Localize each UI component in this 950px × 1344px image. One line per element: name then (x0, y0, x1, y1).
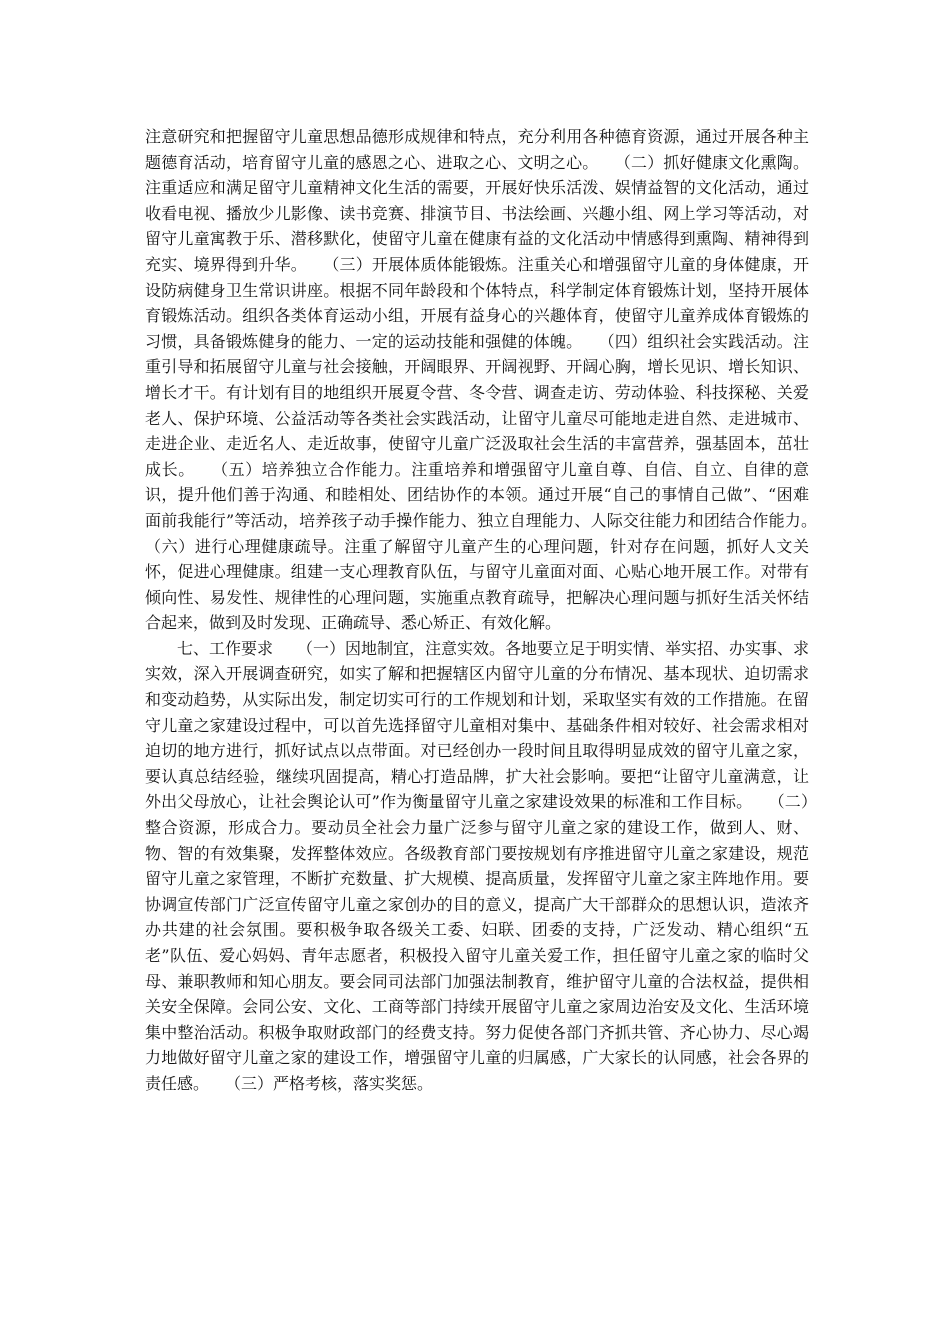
body-paragraph-2: 七、工作要求 （一）因地制宜，注意实效。各地要立足于明实情、举实招、办实事、求实效，深入开展调查研究，如实了解和把握辖区内留守儿童的分布情况、基本现状、迫切需求和变动趋势，从实际出发，制定切实可行的工作规划和计划，采取坚实有效的工作措施。在留守儿童之家建设过程中，可以首先选择留守儿童相对集中、基础条件相对较好、社会需求相对迫切的地方进行，抓好试点以点带面。对已经创办一段时间且取得明显成效的留守儿童之家，要认真总结经验，继续巩固提高，精心打造品牌，扩大社会影响。要把“让留守儿童满意，让外出父母放心，让社会舆论认可”作为衡量留守儿童之家建设效果的标准和工作目标。 （二）整合资源，形成合力。要动员全社会力量广泛参与留守儿童之家的建设工作，做到人、财、物、智的有效集聚，发挥整体效应。各级教育部门要按规划有序推进留守儿童之家建设，规范留守儿童之家管理，不断扩充数量、扩大规模、提高质量，发挥留守儿童之家主阵地作用。要协调宣传部门广泛宣传留守儿童之家创办的目的意义，提高广大干部群众的思想认识，造浓齐办共建的社会氛围。要积极争取各级关工委、妇联、团委的支持，广泛发动、精心组织“五老”队伍、爱心妈妈、青年志愿者，积极投入留守儿童关爱工作，担任留守儿童之家的临时父母、兼职教师和知心朋友。要会同司法部门加强法制教育，维护留守儿童的合法权益，提供相关安全保障。会同公安、文化、工商等部门持续开展留守儿童之家周边治安及文化、生活环境集中整治活动。积极争取财政部门的经费支持。努力促使各部门齐抓共管、齐心协力、尽心竭力地做好留守儿童之家的建设工作，增强留守儿童的归属感，广大家长的认同感，社会各界的责任感。 （三）严格考核，落实奖惩。 (145, 638, 810, 1093)
document-page (145, 124, 842, 1097)
body-paragraph-1: 注意研究和把握留守儿童思想品德形成规律和特点，充分利用各种德育资源，通过开展各种主题德育活动，培育留守儿童的感恩之心、进取之心、文明之心。 （二）抓好健康文化熏陶。注重适应和满足留守儿童精神文化生活的需要，开展好快乐活泼、娱情益智的文化活动，通过收看电视、播放少儿影像、读书竞赛、排演节目、书法绘画、兴趣小组、网上学习等活动，对留守儿童寓教于乐、潜移默化，使留守儿童在健康有益的文化活动中情感得到熏陶、精神得到充实、境界得到升华。 （三）开展体质体能锻炼。注重关心和增强留守儿童的身体健康，开设防病健身卫生常识讲座。根据不同年龄段和个体特点，科学制定体育锻炼计划，坚持开展体育锻炼活动。组织各类体育运动小组，开展有益身心的兴趣体育，使留守儿童养成体育锻炼的习惯，具备锻炼健身的能力、一定的运动技能和强健的体魄。 （四）组织社会实践活动。注重引导和拓展留守儿童与社会接触，开阔眼界、开阔视野、开阔心胸，增长见识、增长知识、增长才干。有计划有目的地组织开展夏令营、冬令营、调查走访、劳动体验、科技探秘、关爱老人、保护环境、公益活动等各类社会实践活动，让留守儿童尽可能地走进自然、走进城市、走进企业、走近名人、走近故事，使留守儿童广泛汲取社会生活的丰富营养，强基固本，茁壮成长。 （五）培养独立合作能力。注重培养和增强留守儿童自尊、自信、自立、自律的意识，提升他们善于沟通、和睦相处、团结协作的本领。通过开展“自己的事情自己做”、“困难面前我能行”等活动，培养孩子动手操作能力、独立自理能力、人际交往能力和团结合作能力。 （六）进行心理健康疏导。注重了解留守儿童产生的心理问题，针对存在问题，抓好人文关怀，促进心理健康。组建一支心理教育队伍，与留守儿童面对面、心贴心地开展工作。对带有倾向性、易发性、规律性的心理问题，实施重点教育疏导，把解决心理问题与抓好生活关怀结合起来，做到及时发现、正确疏导、悉心矫正、有效化解。 (145, 127, 842, 633)
